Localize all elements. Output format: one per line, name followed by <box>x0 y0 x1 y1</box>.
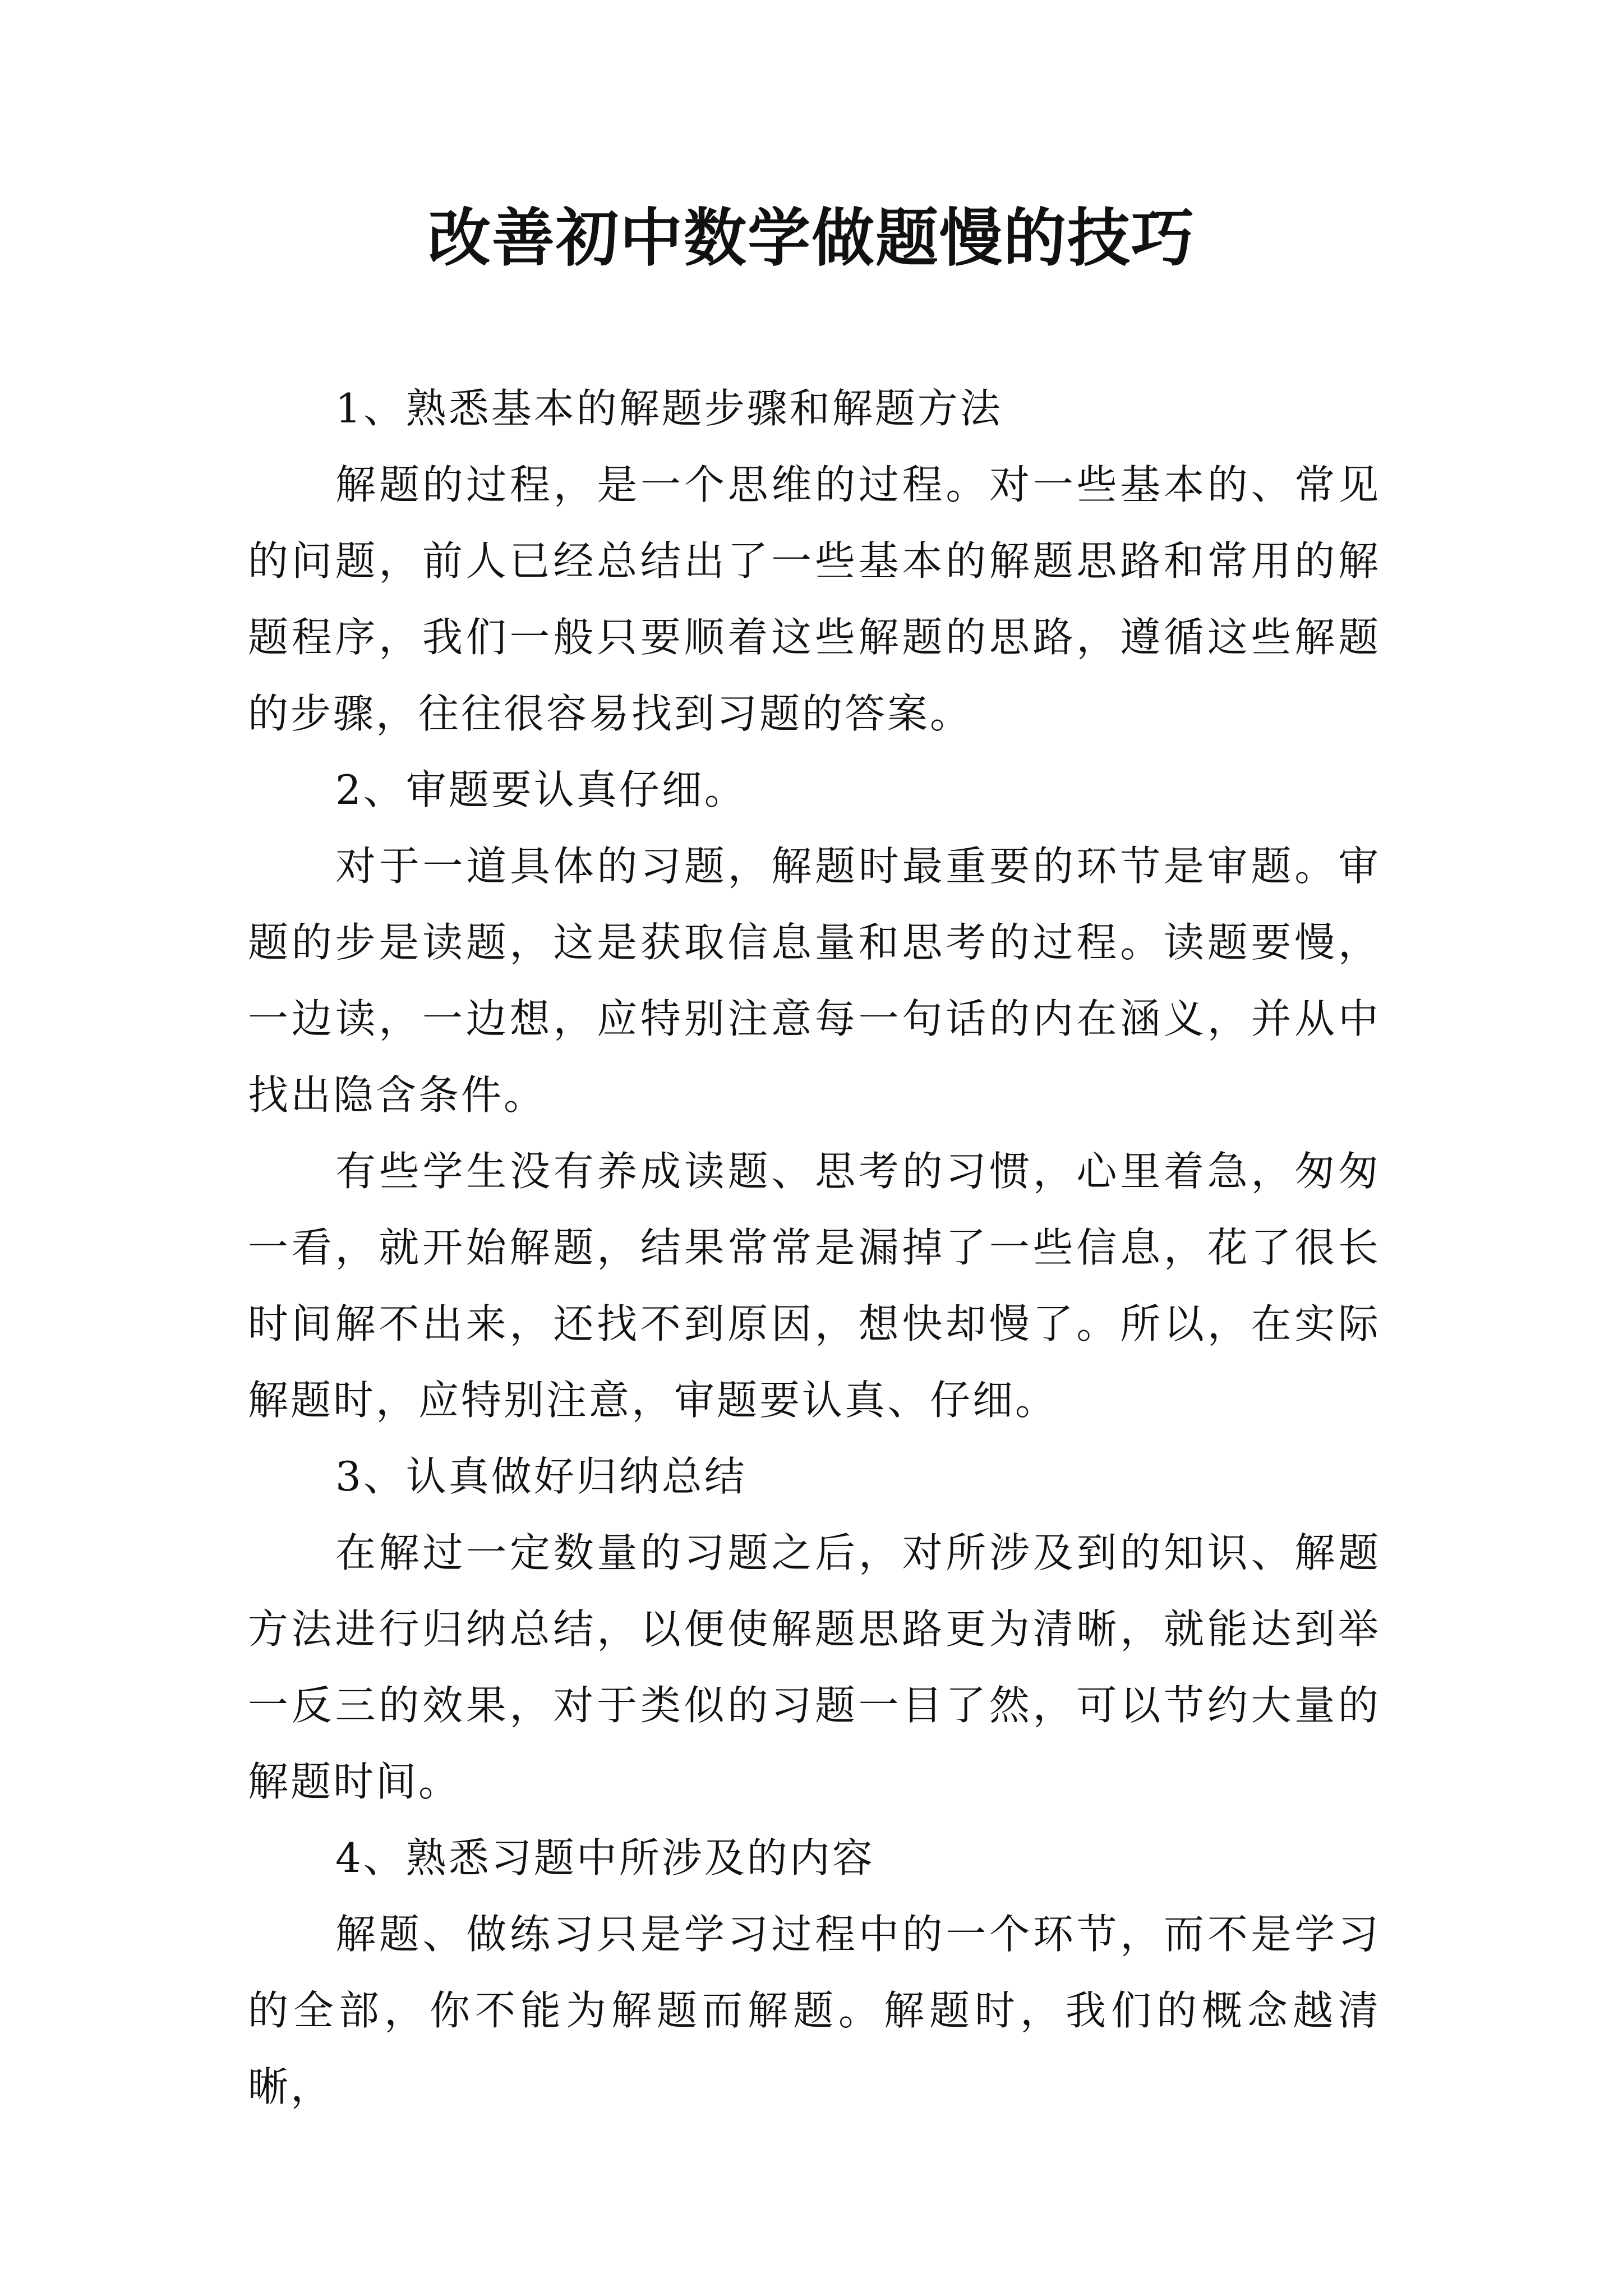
paragraph: 解题的过程，是一个思维的过程。对一些基本的、常见的问题，前人已经总结出了一些基本的解题思路和常用的解题程序，我们一般只要顺着这些解题的思路，遵循这些解题的步骤，往往很容易找到习题的答案。 <box>248 461 1381 737</box>
paragraph: 对于一道具体的习题，解题时最重要的环节是审题。审题的步是读题，这是获取信息量和思考的过程。读题要慢，一边读，一边想，应特别注意每一句话的内在涵义，并从中找出隐含条件。 <box>248 843 1381 1119</box>
document-body <box>248 370 1381 2125</box>
section-heading-3: 3、认真做好归纳总结 <box>335 1453 747 1500</box>
paragraph: 在解过一定数量的习题之后，对所涉及到的知识、解题方法进行归纳总结，以便使解题思路更为清晰，就能达到举一反三的效果，对于类似的习题一目了然，可以节约大量的解题时间。 <box>248 1529 1381 1805</box>
paragraph: 有些学生没有养成读题、思考的习惯，心里着急，匆匆一看，就开始解题，结果常常是漏掉了一些信息，花了很长时间解不出来，还找不到原因，想快却慢了。所以，在实际解题时，应特别注意，审题要认真、仔细。 <box>248 1148 1381 1424</box>
document-title: 改善初中数学做题慢的技巧 <box>428 201 1195 275</box>
section-heading-4: 4、熟悉习题中所涉及的内容 <box>335 1834 875 1881</box>
paragraph: 解题、做练习只是学习过程中的一个环节，而不是学习的全部，你不能为解题而解题。解题时，我们的概念越清晰， <box>248 1911 1381 2110</box>
section-heading-1: 1、熟悉基本的解题步骤和解题方法 <box>335 385 1003 432</box>
section-heading-2: 2、审题要认真仔细。 <box>335 766 747 813</box>
